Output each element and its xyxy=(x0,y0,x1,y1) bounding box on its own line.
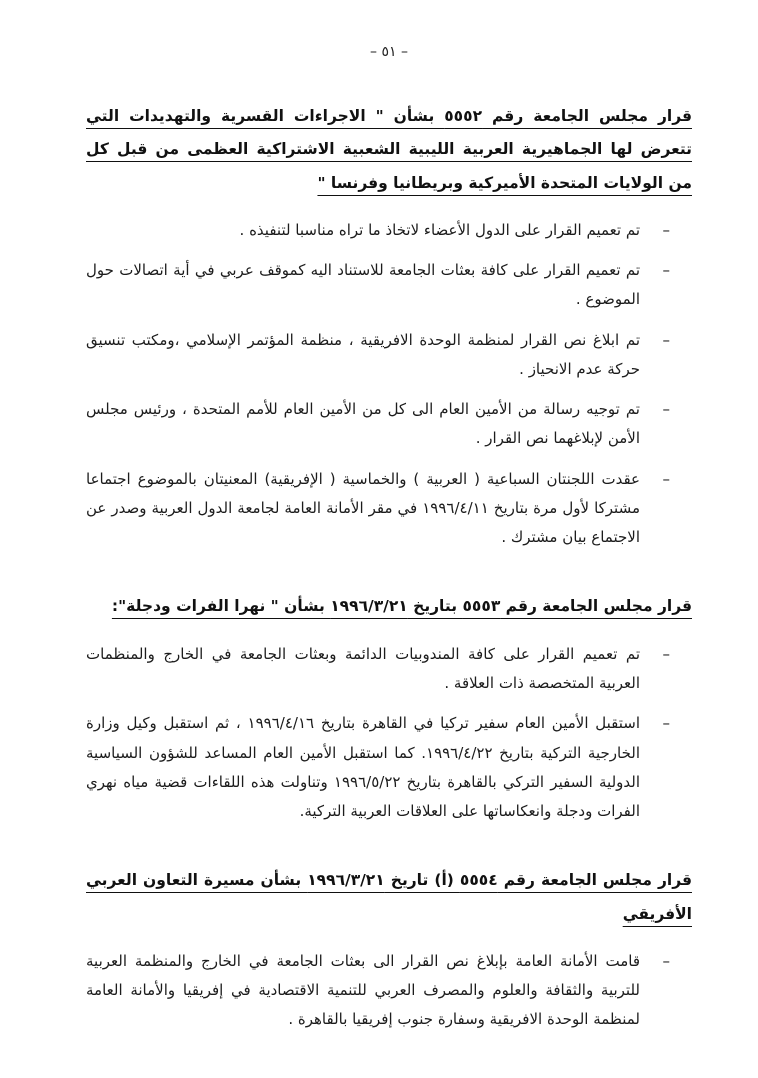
list-item xyxy=(86,947,692,1035)
section-heading: قرار مجلس الجامعة رقم ٥٥٥٤ (أ) تاريخ ١٩٩٦/٣/٢١ بشأن مسيرة التعاون العربي الأفريقي xyxy=(86,871,692,923)
item-text: تم ابلاغ نص القرار لمنظمة الوحدة الافريقية ، منظمة المؤتمر الإسلامي ،ومكتب تنسيق حركة عدم الانحياز . xyxy=(86,330,640,378)
item-text: تم تعميم القرار على كافة بعثات الجامعة للاستناد اليه كموقف عربي في أية اتصالات حول الموضوع . xyxy=(86,261,640,309)
item-text: عقدت اللجنتان السباعية ( العربية ) والخماسية ( الإفريقية) المعنيتان بالموضوع اجتماعا مشتركا لأول مرة بتاريخ ١٩٩٦/٤/١١ في مقر الأمانة العامة لجامعة الدول العربية وصدر عن الاجتماع بيان مشترك . xyxy=(86,469,641,547)
dash-marker: – xyxy=(662,714,670,733)
section-resolution-5554 xyxy=(86,864,692,1034)
list-item xyxy=(86,256,692,315)
list-item xyxy=(86,640,692,699)
item-text: تم تعميم القرار على كافة المندوبيات الدائمة وبعثات الجامعة في الخارج والمنظمات العربية المتخصصة ذات العلاقة . xyxy=(86,644,640,692)
dash-marker: – xyxy=(662,951,670,970)
dash-marker: – xyxy=(662,400,670,419)
dash-marker: – xyxy=(662,330,670,349)
list-item xyxy=(86,465,692,553)
item-text: قامت الأمانة العامة بإبلاغ نص القرار الى بعثات الجامعة في الخارج والمنظمة العربية للتربية والثقافة والعلوم والمصرف العربي للتنمية الاقتصادية في إفريقيا والأمانة العامة لمنظمة الوحدة الافريقية وسفارة جنوب إفريقيا بالقاهرة . xyxy=(86,951,640,1029)
section-items xyxy=(86,947,692,1035)
item-text: استقبل الأمين العام سفير تركيا في القاهرة بتاريخ ١٩٩٦/٤/١٦ ، ثم استقبل وكيل وزارة الخارجية التركية بتاريخ ١٩٩٦/٤/٢٢. كما استقبل الأمين العام المساعد للشؤون السياسية الدولية السفير التركي بالقاهرة بتاريخ ١٩٩٦/٥/٢٢ وتناولت هذه اللقاءات قضية مياه نهري الفرات ودجلة وانعكاساتها على العلاقات العربية التركية. xyxy=(86,714,640,820)
section-items xyxy=(86,216,692,553)
page-number: – ٥١ – xyxy=(370,44,408,60)
section-heading: قرار مجلس الجامعة رقم ٥٥٥٢ بشأن " الاجراءات القسرية والتهديدات التي تتعرض لها الجماهيرية العربية الليبية الشعبية الاشتراكية العظمى من قبل كل من الولايات المتحدة الأميركية وبريطانيا وفرنسا " xyxy=(86,107,692,192)
section-items xyxy=(86,640,692,827)
list-item xyxy=(86,395,692,454)
dash-marker: – xyxy=(662,220,670,239)
dash-marker: – xyxy=(662,469,670,488)
section-resolution-5553 xyxy=(86,590,692,826)
list-item xyxy=(86,709,692,826)
list-item xyxy=(86,216,692,245)
item-text: تم توجيه رسالة من الأمين العام الى كل من الأمين العام للأمم المتحدة ، ورئيس مجلس الأمن لإبلاغهما نص القرار . xyxy=(86,400,640,448)
dash-marker: – xyxy=(662,261,670,280)
dash-marker: – xyxy=(662,644,670,663)
item-text: تم تعميم القرار على الدول الأعضاء لاتخاذ ما تراه مناسبا لتنفيذه . xyxy=(239,220,640,239)
section-heading: قرار مجلس الجامعة رقم ٥٥٥٣ بتاريخ ١٩٩٦/٣/٢١ بشأن " نهرا الفرات ودجلة": xyxy=(111,597,692,616)
list-item xyxy=(86,326,692,385)
section-resolution-5552 xyxy=(86,100,692,552)
